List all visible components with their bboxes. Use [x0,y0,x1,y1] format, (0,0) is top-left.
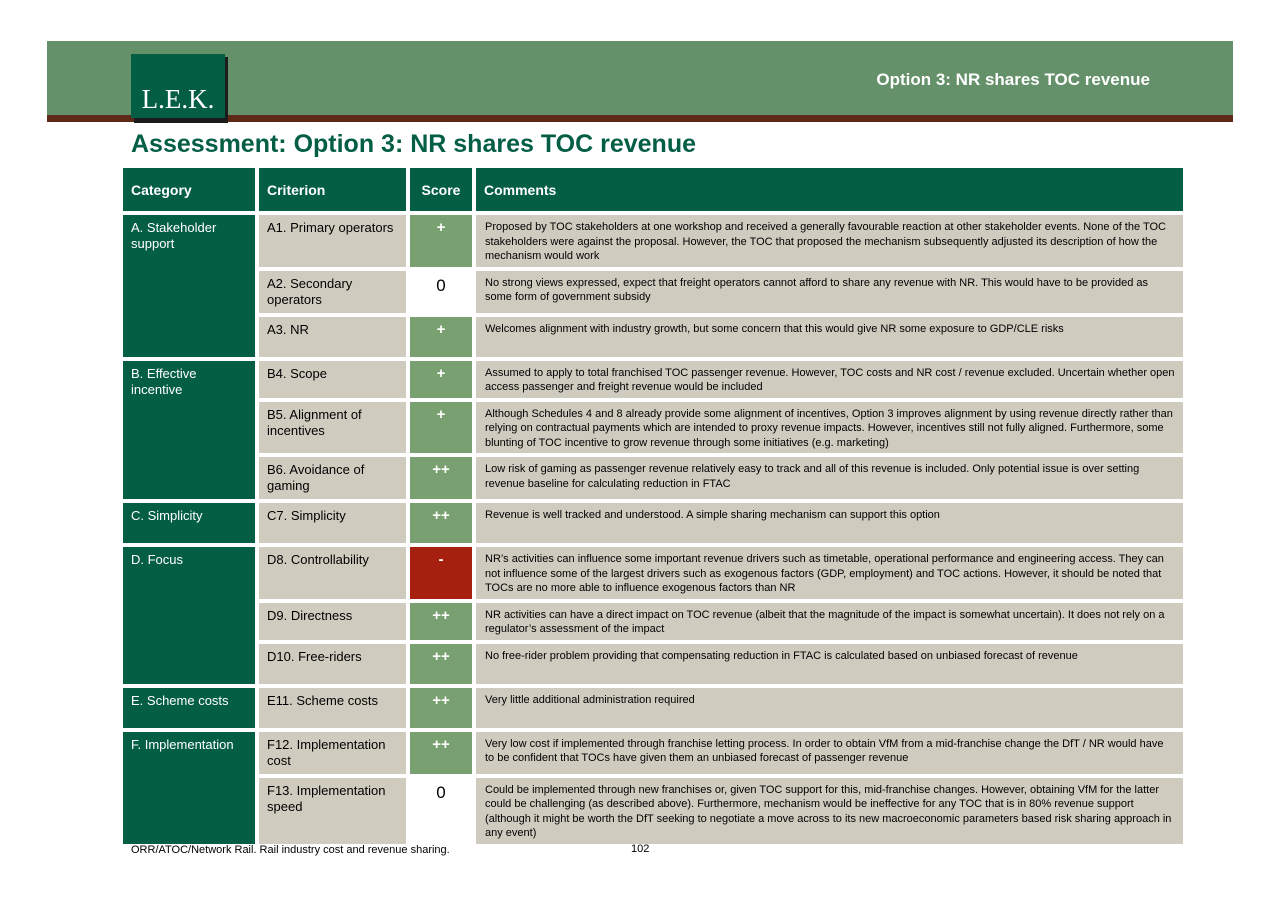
category-cell: B. Effective incentive [123,361,255,500]
comment-cell: Could be implemented through new franchises or, given TOC support for this, mid-franchise changes. However, obtaining VfM for the latter could be challenging (as described above). Furthermore, mechanism would be ineffective for any TOC that is in 80% revenue support (although it might be worth the DfT seeking to negotiate a move across to its new macroeconomic parameters based risk sharing approach in any event) [476,778,1183,844]
score-cell: + [410,317,472,357]
table-row [123,644,1183,684]
banner-title: Option 3: NR shares TOC revenue [876,70,1150,89]
score-cell: ++ [410,503,472,543]
category-cell: D. Focus [123,547,255,684]
lek-logo: L.E.K. [131,54,225,118]
comment-cell: Revenue is well tracked and understood. A simple sharing mechanism can support this option [476,503,1183,543]
table-row [123,547,1183,599]
score-cell: ++ [410,603,472,640]
page-title: Assessment: Option 3: NR shares TOC revenue [131,130,696,158]
table-row [123,503,1183,543]
table-row [123,732,1183,774]
comment-cell: NR activities can have a direct impact on TOC revenue (albeit that the magnitude of the impact is somewhat uncertain). It does not rely on a regulator’s assessment of the impact [476,603,1183,640]
comment-cell: Although Schedules 4 and 8 already provide some alignment of incentives, Option 3 improves alignment by using revenue directly rather than relying on contractual payments which are intended to proxy revenue impacts. However, incentives still not fully aligned. Furthermore, some blunting of TOC incentive to grow revenue through some initiatives (e.g. marketing) [476,402,1183,454]
criterion-cell: A2. Secondary operators [259,271,406,313]
comment-cell: Assumed to apply to total franchised TOC passenger revenue. However, TOC costs and NR cost / revenue excluded. Uncertain whether open access passenger and freight revenue would be included [476,361,1183,398]
header-comments: Comments [476,168,1183,211]
table-row [123,317,1183,357]
table-row [123,778,1183,844]
category-cell: C. Simplicity [123,503,255,543]
comment-cell: Low risk of gaming as passenger revenue relatively easy to track and all of this revenue is included. Only potential issue is over setting revenue baseline for calculating reduction in FTAC [476,457,1183,499]
comment-cell: No free-rider problem providing that compensating reduction in FTAC is calculated based on unbiased forecast of revenue [476,644,1183,684]
score-cell: ++ [410,457,472,499]
category-cell: A. Stakeholder support [123,215,255,357]
table-row [123,271,1183,313]
score-cell: - [410,547,472,599]
criterion-cell: F12. Implementation cost [259,732,406,774]
criterion-cell: D8. Controllability [259,547,406,599]
table-row [123,688,1183,728]
criterion-cell: E11. Scheme costs [259,688,406,728]
criterion-cell: B5. Alignment of incentives [259,402,406,454]
score-cell: ++ [410,732,472,774]
table-row [123,402,1183,454]
criterion-cell: B6. Avoidance of gaming [259,457,406,499]
table-row [123,215,1183,267]
table-row [123,457,1183,499]
score-cell: ++ [410,688,472,728]
score-cell: + [410,402,472,454]
criterion-cell: C7. Simplicity [259,503,406,543]
score-cell: + [410,215,472,267]
table-row [123,361,1183,398]
header-category: Category [123,168,255,211]
category-cell: F. Implementation [123,732,255,844]
score-cell: 0 [410,778,472,844]
comment-cell: Proposed by TOC stakeholders at one workshop and received a generally favourable reaction at other stakeholder events. None of the TOC stakeholders were against the proposal. However, the TOC that proposed the mechanism subsequently adjusted its description of how the mechanism would work [476,215,1183,267]
score-cell: ++ [410,644,472,684]
comment-cell: No strong views expressed, expect that freight operators cannot afford to share any revenue with NR. This would have to be provided as some form of government subsidy [476,271,1183,313]
comment-cell: Very little additional administration required [476,688,1183,728]
criterion-cell: A3. NR [259,317,406,357]
criterion-cell: F13. Implementation speed [259,778,406,844]
comment-cell: Very low cost if implemented through franchise letting process. In order to obtain VfM from a mid-franchise change the DfT / NR would have to be confident that TOCs have given them an unbiased forecast of passenger revenue [476,732,1183,774]
assessment-table [119,164,1187,848]
criterion-cell: D10. Free-riders [259,644,406,684]
source-footer: ORR/ATOC/Network Rail. Rail industry cost and revenue sharing. [131,844,450,856]
header-criterion: Criterion [259,168,406,211]
table-row [123,603,1183,640]
score-cell: + [410,361,472,398]
category-cell: E. Scheme costs [123,688,255,728]
comment-cell: Welcomes alignment with industry growth, but some concern that this would give NR some exposure to GDP/CLE risks [476,317,1183,357]
table-header-row [123,168,1183,211]
header-score: Score [410,168,472,211]
page-number: 102 [631,843,650,855]
comment-cell: NR’s activities can influence some important revenue drivers such as timetable, operational performance and engineering access. They can not influence some of the largest drivers such as exogenous factors (GDP, employment) and TOC actions. However, it should be noted that TOCs are no more able to influence exogenous factors than NR [476,547,1183,599]
criterion-cell: B4. Scope [259,361,406,398]
criterion-cell: D9. Directness [259,603,406,640]
score-cell: 0 [410,271,472,313]
criterion-cell: A1. Primary operators [259,215,406,267]
